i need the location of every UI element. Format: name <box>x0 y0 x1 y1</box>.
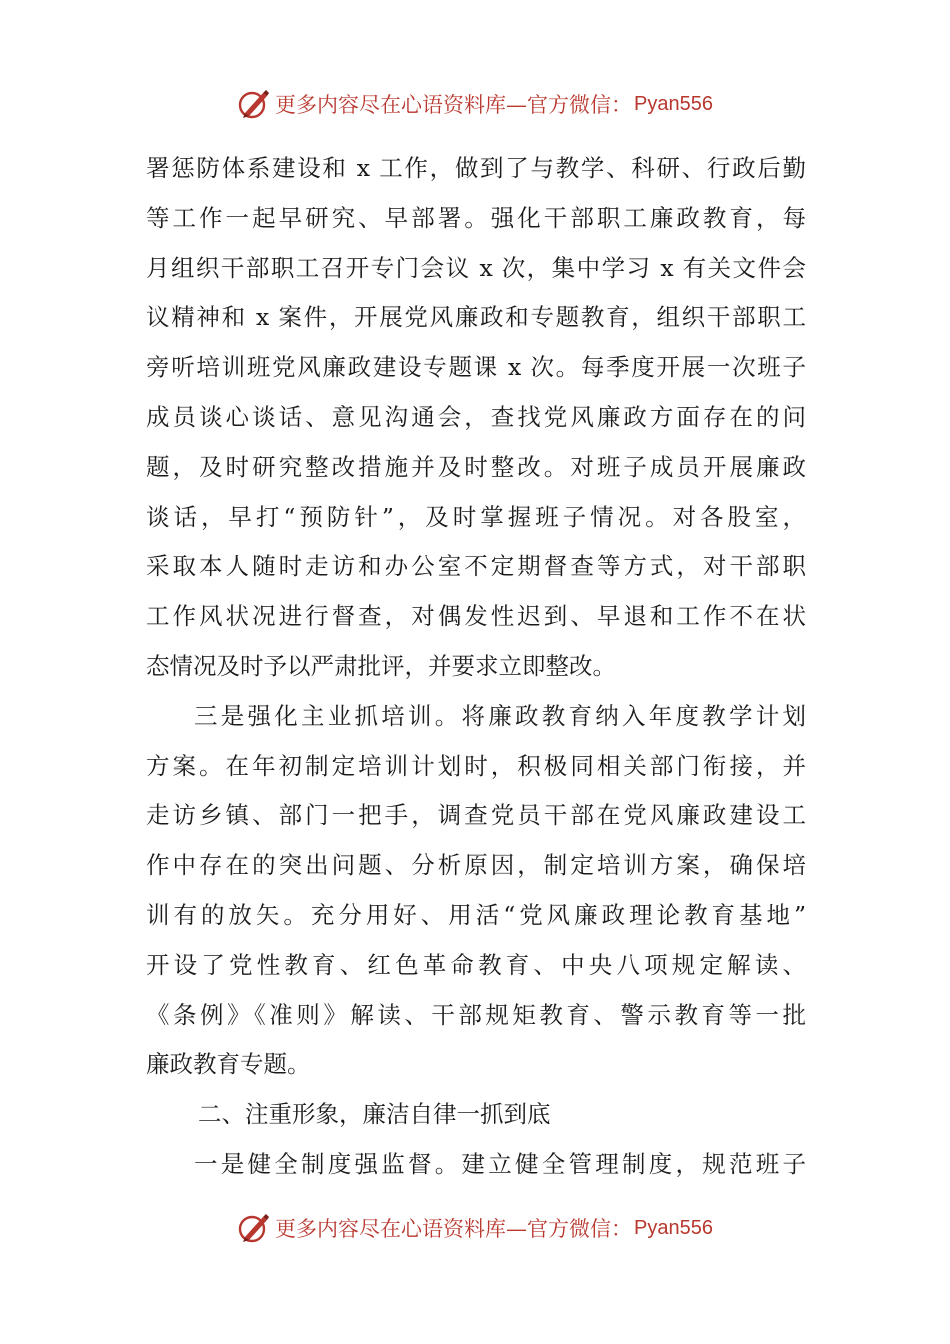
text-line: 谈话，早打“预防针”，及时掌握班子情况。对各股室， <box>146 502 806 531</box>
watermark-text: 更多内容尽在心语资料库—官方微信： <box>275 93 633 117</box>
pen-logo-icon <box>237 87 271 121</box>
text-line: 署惩防体系建设和 x 工作，做到了与教学、科研、行政后勤 <box>146 154 806 182</box>
text-line: 开设了党性教育、红色革命教育、中央八项规定解读、 <box>146 950 806 979</box>
text-line: 工作风状况进行督查，对偶发性迟到、早退和工作不在状 <box>146 602 806 631</box>
text-line: 《条例》《准则》解读、干部规矩教育、警示教育等一批 <box>146 1000 806 1029</box>
paragraph-1 <box>146 144 806 692</box>
watermark-handle: Pyan556 <box>634 1216 713 1239</box>
text-line: 等工作一起早研究、早部署。强化干部职工廉政教育，每 <box>146 203 806 232</box>
text-line: 采取本人随时走访和办公室不定期督查等方式，对干部职 <box>146 552 806 581</box>
watermark-text: 更多内容尽在心语资料库—官方微信： <box>275 1217 633 1241</box>
text-line: 作中存在的突出问题、分析原因，制定培训方案，确保培 <box>146 851 806 880</box>
section-heading: 二、注重形象，廉洁自律一抓到底 <box>198 1100 551 1129</box>
text-line: 月组织干部职工召开专门会议 x 次，集中学习 x 有关文件会 <box>146 253 806 282</box>
header-watermark <box>0 84 950 124</box>
paragraph-2 <box>146 692 806 1090</box>
watermark-handle: Pyan556 <box>634 92 713 115</box>
text-line: 方案。在年初制定培训计划时，积极同相关部门衔接，并 <box>146 751 806 780</box>
text-line: 态情况及时予以严肃批评，并要求立即整改。 <box>146 651 616 680</box>
text-line: 一是健全制度强监督。建立健全管理制度，规范班子 <box>194 1149 806 1178</box>
paragraph-3 <box>146 1140 806 1190</box>
text-line: 题，及时研究整改措施并及时整改。对班子成员开展廉政 <box>146 452 806 481</box>
text-line: 走访乡镇、部门一把手，调查党员干部在党风廉政建设工 <box>146 801 806 830</box>
text-line: 廉政教育专题。 <box>146 1050 311 1079</box>
text-line: 成员谈心谈话、意见沟通会，查找党风廉政方面存在的问 <box>146 402 806 431</box>
pen-logo-icon <box>237 1211 271 1245</box>
body-text <box>146 144 806 1190</box>
text-line: 训有的放矢。充分用好、用活“党风廉政理论教育基地” <box>146 900 806 929</box>
footer-watermark <box>0 1208 950 1248</box>
text-line: 旁听培训班党风廉政建设专题课 x 次。每季度开展一次班子 <box>146 353 806 382</box>
text-line: 议精神和 x 案件，开展党风廉政和专题教育，组织干部职工 <box>146 303 806 332</box>
text-line: 三是强化主业抓培训。将廉政教育纳入年度教学计划 <box>194 701 806 730</box>
